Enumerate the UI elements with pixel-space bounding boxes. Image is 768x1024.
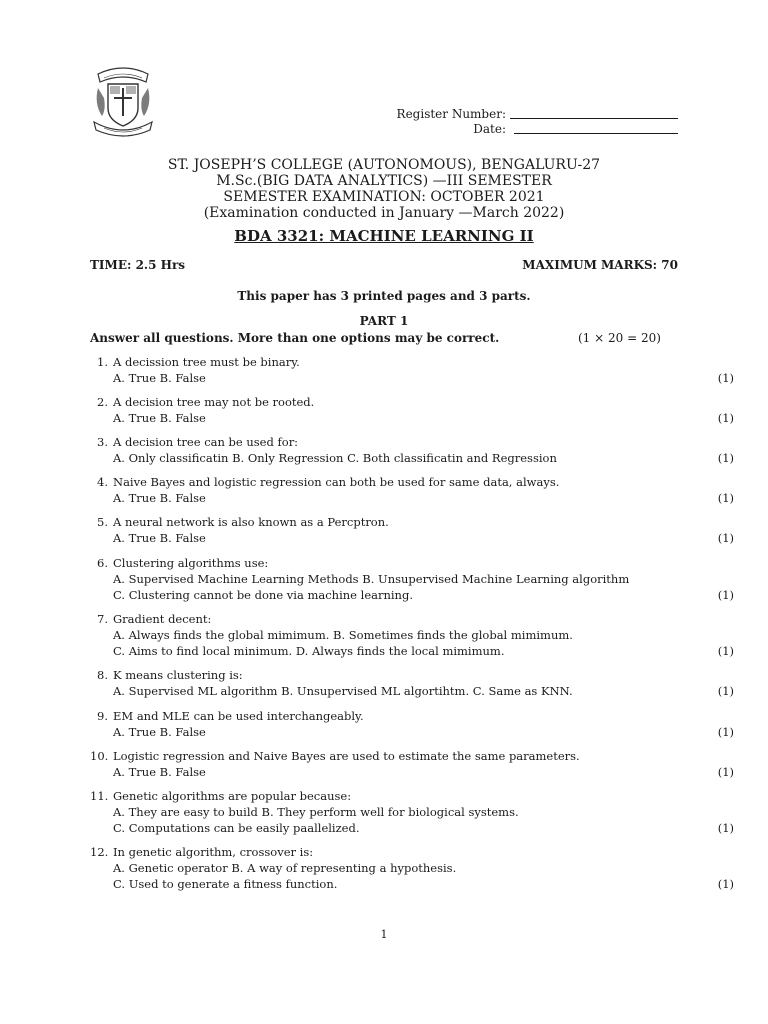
- question-number: 2.: [97, 395, 108, 409]
- question-number: 11.: [90, 789, 109, 803]
- question-number: 5.: [97, 515, 108, 529]
- question-mark: (1): [717, 531, 734, 545]
- college-crest-icon: [90, 64, 156, 138]
- date-field: [514, 133, 678, 134]
- part-title: PART 1: [359, 314, 409, 328]
- question-text: A decission tree must be binary.: [113, 355, 300, 369]
- question-options: A. True B. False: [113, 531, 206, 545]
- question-options: A. Supervised ML algorithm B. Unsupervised ML algortihtm. C. Same as KNN.: [113, 684, 573, 698]
- question-mark: (1): [717, 765, 734, 779]
- date-label: Date:: [473, 122, 506, 136]
- course-title: BDA 3321: MACHINE LEARNING II: [234, 227, 534, 245]
- question-text: Genetic algorithms are popular because:: [113, 789, 352, 803]
- part-instructions: Answer all questions. More than one options may be correct.: [90, 331, 500, 345]
- exam-conducted-note: (Examination conducted in January —March 2022): [203, 205, 565, 221]
- college-name: ST. JOSEPH’S COLLEGE (AUTONOMOUS), BENGALURU-27: [167, 157, 601, 173]
- question-number: 7.: [97, 612, 108, 626]
- question-options: A. True B. False: [113, 725, 206, 739]
- question-mark: (1): [717, 588, 734, 602]
- question-text: Gradient decent:: [113, 612, 212, 626]
- question-options: A. Supervised Machine Learning Methods B. Unsupervised Machine Learning algorithm: [113, 572, 630, 586]
- question-text: In genetic algorithm, crossover is:: [113, 845, 314, 859]
- maximum-marks: MAXIMUM MARKS: 70: [522, 258, 678, 272]
- question-mark: (1): [717, 491, 734, 505]
- pages-note: This paper has 3 printed pages and 3 parts.: [237, 289, 531, 303]
- question-options: A. True B. False: [113, 765, 206, 779]
- question-options: C. Clustering cannot be done via machine learning.: [113, 588, 413, 602]
- exam-title: SEMESTER EXAMINATION: OCTOBER 2021: [223, 189, 545, 205]
- question-mark: (1): [717, 411, 734, 425]
- program-name: M.Sc.(BIG DATA ANALYTICS) —III SEMESTER: [216, 173, 552, 189]
- question-mark: (1): [717, 725, 734, 739]
- question-text: A neural network is also known as a Percptron.: [113, 515, 389, 529]
- question-number: 4.: [97, 475, 108, 489]
- page-number: 1: [380, 928, 388, 941]
- question-options: C. Aims to find local minimum. D. Always finds the local mimimum.: [113, 644, 505, 658]
- question-options: A. Always finds the global mimimum. B. Sometimes finds the global mimimum.: [113, 628, 573, 642]
- question-number: 3.: [97, 435, 108, 449]
- question-options: A. Only classificatin B. Only Regression C. Both classificatin and Regression: [113, 451, 557, 465]
- register-number-field: [510, 118, 678, 119]
- question-text: Naive Bayes and logistic regression can both be used for same data, always.: [113, 475, 560, 489]
- question-options: A. Genetic operator B. A way of representing a hypothesis.: [113, 861, 457, 875]
- question-number: 9.: [97, 709, 108, 723]
- question-options: C. Computations can be easily paallelized.: [113, 821, 360, 835]
- question-options: A. True B. False: [113, 371, 206, 385]
- question-mark: (1): [717, 877, 734, 891]
- question-text: Logistic regression and Naive Bayes are used to estimate the same parameters.: [113, 749, 580, 763]
- question-number: 6.: [97, 556, 108, 570]
- question-mark: (1): [717, 371, 734, 385]
- question-number: 10.: [90, 749, 109, 763]
- question-mark: (1): [717, 684, 734, 698]
- question-options: C. Used to generate a fitness function.: [113, 877, 338, 891]
- register-number-label: Register Number:: [396, 107, 506, 121]
- marks-formula: (1 × 20 = 20): [578, 331, 661, 345]
- exam-time: TIME: 2.5 Hrs: [90, 258, 186, 272]
- question-number: 1.: [97, 355, 108, 369]
- question-number: 12.: [90, 845, 109, 859]
- question-mark: (1): [717, 451, 734, 465]
- question-options: A. True B. False: [113, 411, 206, 425]
- question-text: Clustering algorithms use:: [113, 556, 269, 570]
- question-mark: (1): [717, 644, 734, 658]
- question-options: A. True B. False: [113, 491, 206, 505]
- question-options: A. They are easy to build B. They perform well for biological systems.: [113, 805, 519, 819]
- question-mark: (1): [717, 821, 734, 835]
- question-text: A decision tree can be used for:: [113, 435, 299, 449]
- question-text: K means clustering is:: [113, 668, 243, 682]
- question-number: 8.: [97, 668, 108, 682]
- question-text: A decision tree may not be rooted.: [113, 395, 315, 409]
- question-text: EM and MLE can be used interchangeably.: [113, 709, 364, 723]
